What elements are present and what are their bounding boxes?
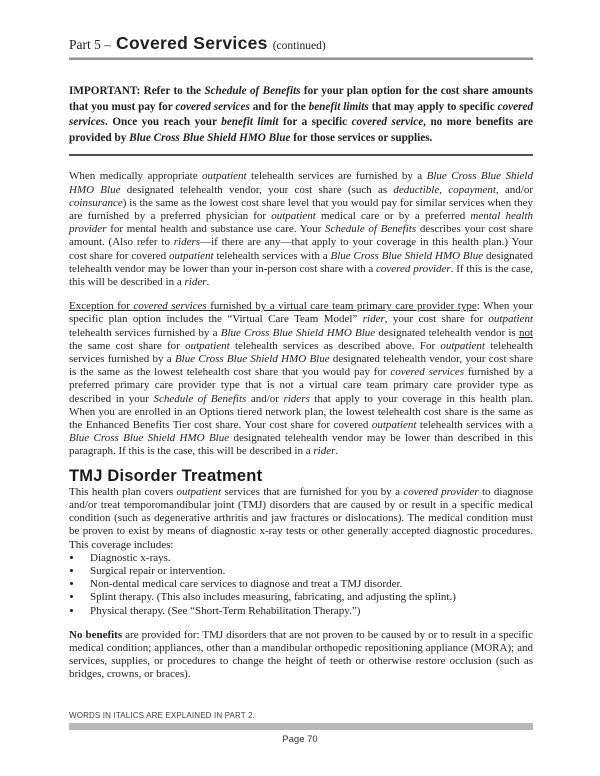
text-run: . If this is the case, this will be described in a [69, 262, 533, 288]
text-run: designated telehealth vendor is [375, 326, 519, 339]
text-run: to diagnose and/or treat temporomandibular joint (TMJ) disorders that are caused by or result in a specific medical condition (such as degenerative arthritis and jaw fractures or dislocations). The medical condition must be proven to exist by means of diagnostic x-ray tests or other generally accepted diagnostic procedures. This coverage includes: [69, 485, 533, 551]
text-run: and for the [249, 100, 309, 113]
text-run: benefit limit [221, 116, 279, 129]
bullet-item: • Non-dental medical care services to diagnose and treat a TMJ disorder. [83, 578, 533, 591]
text-run: outpatient [271, 209, 316, 222]
text-run: covered provider [403, 485, 479, 498]
text-run: covered service [351, 116, 424, 129]
text-run: rider [313, 445, 336, 458]
text-run: designated telehealth vendor may be lower than described in this paragraph. If this is the case, this will be described in a [69, 432, 533, 458]
text-run: for those services or supplies. [290, 131, 433, 144]
text-run: telehealth services with a [416, 419, 533, 432]
text-run: Blue Cross Blue Shield HMO Blue [174, 353, 330, 366]
important-notice [69, 84, 533, 146]
body-paragraph [69, 170, 533, 289]
text-run: ) is the same as the lowest cost share level that you would pay for similar services when they are furnished by a preferred physician for [69, 196, 533, 222]
text-run: outpatient [185, 339, 230, 352]
text-run: furnished by a virtual care team primary care provider type [206, 300, 477, 313]
text-run: services that are furnished for you by a [221, 485, 404, 498]
text-run: covered services [133, 300, 207, 313]
text-run: outpatient [169, 249, 214, 262]
text-run: , no more benefits are provided by [69, 116, 533, 144]
section-heading: TMJ Disorder Treatment [69, 466, 263, 485]
text-run: telehealth services with a [213, 249, 331, 262]
text-run: . [335, 445, 339, 458]
text-run: designated telehealth vendor, your cost share is the same as the lowest telehealth cost share that you would pay for [69, 353, 533, 379]
text-run: Blue Cross Blue Shield HMO Blue [69, 170, 533, 196]
text-run: mental health provider [69, 209, 533, 236]
text-run: outpatient [176, 485, 222, 498]
text-run: telehealth services are furnished by a [246, 170, 427, 183]
text-run: —if there are any—that apply to your coverage in this health plan.) Your cost share for covered [69, 236, 534, 262]
text-run: riders [173, 236, 201, 249]
text-run: This health plan covers [69, 485, 177, 498]
body-paragraph [69, 629, 533, 682]
text-run: medical care or by a preferred [315, 209, 471, 222]
text-run: telehealth services as described above. For [229, 339, 441, 352]
text-run: : When your specific plan option includes the “Virtual Care Team Model” [69, 300, 533, 326]
page-content [69, 33, 533, 693]
page-number: Page 70 [282, 734, 318, 745]
text-run: outpatient [371, 419, 417, 432]
text-run: for your plan option for the cost share amounts that you must pay for [69, 85, 533, 113]
body-paragraph [69, 300, 533, 458]
bullet-item: • Splint therapy. (This also includes measuring, fabricating, and adjusting the splint.) [83, 591, 533, 604]
text-run: , your cost share for [384, 313, 489, 326]
text-run: not [518, 326, 533, 339]
text-run: for a specific [278, 116, 352, 129]
text-run: describes your cost share amount. (Also refer to [69, 223, 533, 249]
document-body [69, 170, 533, 681]
text-run: Blue Cross Blue Shield HMO Blue [69, 432, 230, 445]
text-run: Schedule of Benefits [204, 85, 301, 97]
bullet-item: • Physical therapy. (See “Short-Term Rehabilitation Therapy.”) [83, 605, 533, 618]
text-run: for mental health and substance use care. Your [106, 223, 325, 236]
text-run: Blue Cross Blue Shield HMO Blue [330, 249, 484, 262]
text-run: are provided for: TMJ disorders that are not proven to be caused by or to result in a specific medical condition; appliances, other than a mandibular orthopedic repositioning appliance (MORA); and services, supplies, or procedures to change the height of teeth or otherwise restore occlusion (such as bridges, crowns, or braces). [69, 628, 534, 681]
footer-bar [69, 723, 533, 730]
continued-label: (continued) [272, 40, 326, 52]
section-title: Covered Services [116, 33, 268, 53]
bullet-item: • Surgical repair or intervention. [83, 565, 533, 578]
text-run: Blue Cross Blue Shield HMO Blue [129, 131, 291, 144]
text-run: Blue Cross Blue Shield HMO Blue [220, 326, 376, 339]
text-run: Schedule of Benefits [153, 392, 247, 405]
text-run: When medically appropriate [69, 170, 202, 183]
text-run: designated telehealth vendor, your cost share (such as [120, 183, 394, 196]
text-run: outpatient [440, 339, 485, 352]
text-run: covered provider [376, 262, 451, 275]
text-run: copayment [448, 183, 496, 196]
text-run: Exception for [69, 300, 134, 313]
text-run: benefit limits [308, 100, 369, 113]
text-run: riders [283, 392, 310, 405]
text-run: rider [184, 276, 207, 288]
text-run: the same cost share for [69, 339, 186, 352]
text-run: . [206, 276, 210, 288]
important-rule [69, 154, 533, 156]
italics-note: WORDS IN ITALICS ARE EXPLAINED IN PART 2. [69, 711, 256, 720]
text-run: furnished by a preferred primary care provider type that is not a virtual care team primary care provider type as described in your [69, 366, 533, 405]
text-run: No benefits [69, 628, 123, 641]
text-run: deductible [393, 183, 440, 196]
text-run: . Once you reach your [105, 116, 222, 129]
text-run: Schedule of Benefits [325, 223, 417, 236]
text-run: covered services [390, 366, 465, 379]
text-run: and/or [246, 392, 284, 405]
header-rule [69, 57, 533, 60]
text-run: , and/or [495, 183, 534, 196]
text-run: covered services [69, 100, 534, 129]
text-run: that apply to your coverage in this health plan. When you are enrolled in an Options tiered network plan, the lowest telehealth cost share is the same as the Enhanced Benefits Tier cost share. Your cost share for covered [69, 392, 533, 432]
body-paragraph [69, 486, 533, 552]
text-run: telehealth services furnished by a [69, 339, 534, 366]
text-run: outpatient [488, 313, 534, 326]
part-label: Part 5 – [69, 37, 111, 52]
text-run: IMPORTANT: Refer to the [69, 85, 205, 97]
text-run: rider [362, 313, 385, 326]
page-header [69, 33, 533, 55]
text-run: outpatient [202, 170, 247, 183]
text-run: designated telehealth vendor may be lower than your in-person cost share with a [69, 249, 533, 275]
bullet-list [69, 552, 533, 618]
text-run: telehealth services furnished by a [69, 326, 221, 339]
bullet-item: • Diagnostic x-rays. [83, 552, 533, 565]
text-run: that may apply to specific [368, 100, 498, 113]
text-run: , [439, 183, 449, 196]
text-run: coinsurance [69, 196, 123, 209]
text-run: covered services [175, 100, 250, 113]
